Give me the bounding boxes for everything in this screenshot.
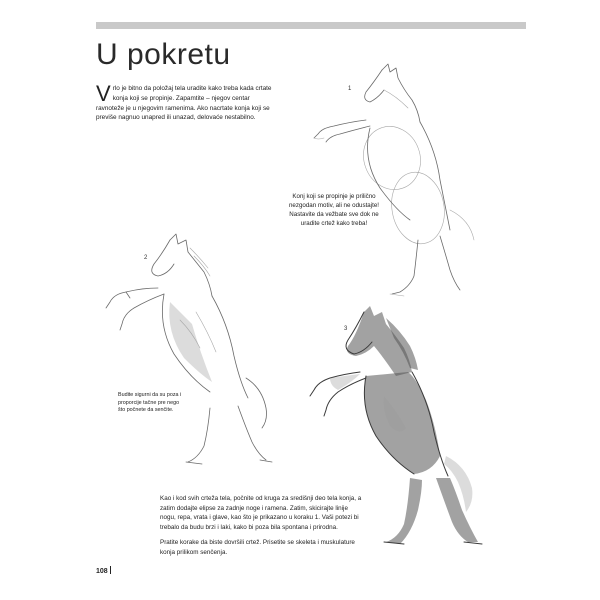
page-number-value: 108 bbox=[96, 568, 108, 575]
instructions-paragraph-2: Pratite korake da biste dovršili crtež. Prisetite se skeleta i muskulature konja prilikom senčenja. bbox=[160, 539, 355, 556]
header-rule bbox=[96, 22, 526, 29]
intro-paragraph bbox=[96, 81, 276, 123]
horse-sketch-step-1 bbox=[300, 60, 500, 300]
instructions-paragraph-1: Kao i kod svih crteža tela, počnite od kruga za središnji deo tela konja, a zatim dodajte elipse za zadnje noge i ramena. Zatim, skicirajte linije nogu, repa, vrata i glave, kao što je prikazano u koraku 1. Vaši potezi bi trebalo da budu brzi i laki, kako bi poza bila spontana i prirodna. bbox=[160, 495, 362, 531]
page-title: U pokretu bbox=[96, 38, 231, 71]
pose-check-note: Budite sigurni da su poza i proporcije tačne pre nego što počnete da senčite. bbox=[118, 392, 182, 414]
drop-cap: V bbox=[96, 81, 111, 106]
step-number-2: 2 bbox=[144, 255, 148, 261]
encouragement-note: Konj koji se propinje je prilično nezgodan motiv, ali ne odustajte! Nastavite da vežbate sve dok ne uradite crtež kako treba! bbox=[288, 193, 379, 227]
page-number bbox=[96, 566, 111, 575]
step-number-3: 3 bbox=[344, 326, 348, 332]
intro-text: rlo je bitno da položaj tela uradite kako treba kada crtate konja koji se propinje. Zapamtite – njegov centar ravnoteže je u njegovim ramenima. Ako nacrtate konja koji se previše nagnuo unapred ili unazad, delovaće nestabilno. bbox=[96, 85, 272, 122]
bottom-instructions bbox=[160, 494, 365, 564]
horse-sketch-step-2 bbox=[100, 232, 280, 472]
page-number-divider bbox=[110, 566, 111, 574]
step-number-1: 1 bbox=[348, 86, 352, 92]
